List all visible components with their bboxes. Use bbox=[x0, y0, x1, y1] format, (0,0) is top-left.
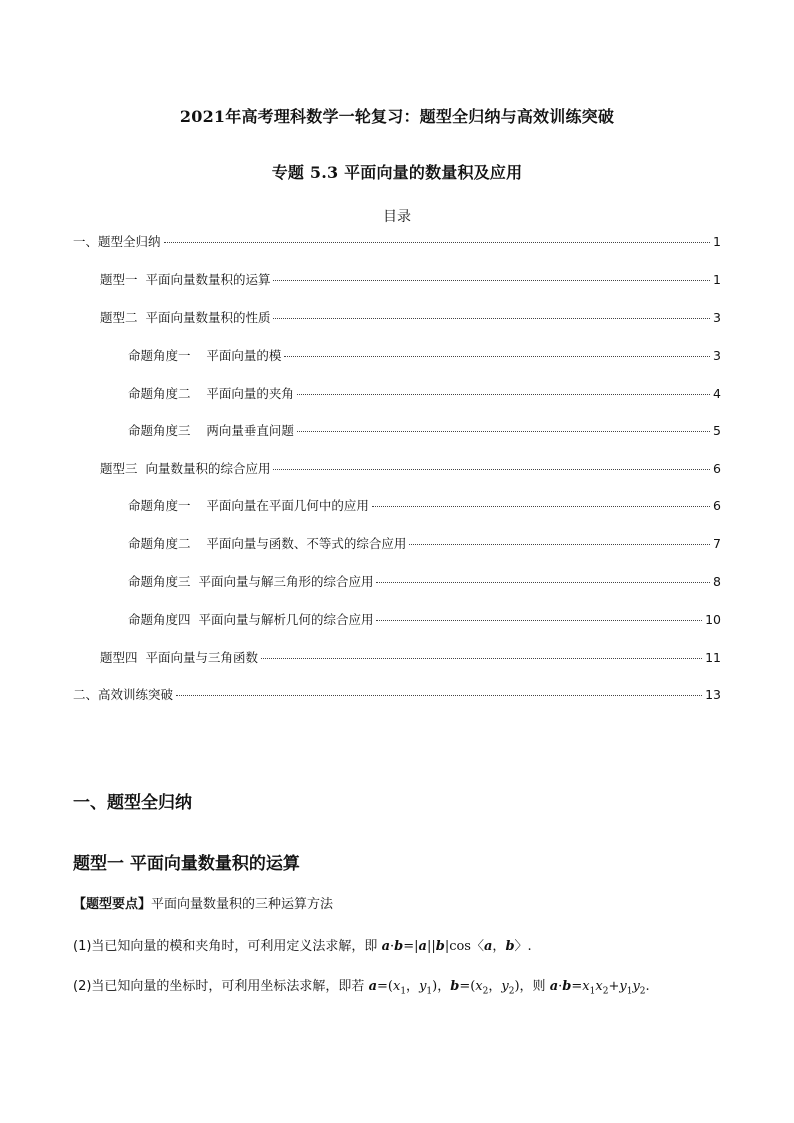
toc-entry-label: 命题角度二 平面向量与函数、不等式的综合应用 bbox=[128, 536, 407, 551]
toc-entry-page-number: 1 bbox=[713, 272, 721, 287]
toc-entry-label: 命题角度一 平面向量的模 bbox=[128, 348, 282, 363]
toc-entry-label: 题型二 平面向量数量积的性质 bbox=[100, 310, 271, 325]
toc-entry-label: 题型四 平面向量与三角函数 bbox=[100, 650, 258, 665]
toc-entry[interactable] bbox=[128, 421, 721, 441]
toc-entry-page-number: 3 bbox=[713, 348, 721, 363]
section-subheading: 题型一 平面向量数量积的运算 bbox=[73, 854, 300, 874]
toc-entry[interactable] bbox=[128, 610, 721, 630]
method-item-2 bbox=[73, 975, 733, 997]
toc-entry-page-number: 7 bbox=[713, 536, 721, 551]
method-item-1 bbox=[73, 935, 733, 954]
toc-dot-leader bbox=[273, 469, 710, 470]
toc-entry[interactable] bbox=[100, 648, 721, 668]
toc-dot-leader bbox=[297, 394, 710, 395]
toc-heading: 目录 bbox=[383, 209, 411, 225]
toc-dot-leader bbox=[284, 356, 710, 357]
toc-entry[interactable] bbox=[73, 685, 721, 705]
toc-entry-label: 二、高效训练突破 bbox=[73, 687, 174, 702]
toc-entry-page-number: 1 bbox=[713, 234, 721, 249]
method-item-2-formula: $a=(x_1$，$y_1$)，$b=(x_2$，$y_2$)，则 $a\cdot b=x_1x_2+y_1y_2$. bbox=[368, 979, 650, 997]
toc-entry-page-number: 6 bbox=[713, 461, 721, 476]
toc-entry-page-number: 5 bbox=[713, 423, 721, 438]
toc-dot-leader bbox=[409, 544, 710, 545]
toc-entry-page-number: 8 bbox=[713, 574, 721, 589]
method-item-1-text: (1)当已知向量的模和夹角时，可利用定义法求解，即 bbox=[73, 939, 382, 954]
toc-dot-leader bbox=[273, 318, 710, 319]
toc-dot-leader bbox=[372, 506, 710, 507]
toc-entry-page-number: 3 bbox=[713, 310, 721, 325]
toc-entry[interactable] bbox=[100, 270, 721, 290]
section-heading: 一、题型全归纳 bbox=[73, 793, 192, 813]
toc-entry-page-number: 10 bbox=[705, 612, 721, 627]
toc-entry-label: 命题角度二 平面向量的夹角 bbox=[128, 386, 294, 401]
toc-entry[interactable] bbox=[100, 308, 721, 328]
toc-entry-page-number: 13 bbox=[705, 687, 721, 702]
toc-entry[interactable] bbox=[128, 346, 721, 366]
toc-entry-page-number: 6 bbox=[713, 498, 721, 513]
toc-dot-leader bbox=[261, 658, 702, 659]
key-point-label: 【题型要点】 bbox=[73, 897, 152, 912]
toc-entry-label: 题型一 平面向量数量积的运算 bbox=[100, 272, 271, 287]
toc-entry[interactable] bbox=[73, 232, 721, 252]
document-title: 2021年高考理科数学一轮复习：题型全归纳与高效训练突破 bbox=[179, 107, 615, 126]
toc-dot-leader bbox=[176, 695, 702, 696]
method-item-2-text: (2)当已知向量的坐标时，可利用坐标法求解，即若 bbox=[73, 979, 369, 994]
toc-entry[interactable] bbox=[128, 496, 721, 516]
toc-entry-label: 一、题型全归纳 bbox=[73, 234, 161, 249]
toc-dot-leader bbox=[273, 280, 710, 281]
toc-dot-leader bbox=[297, 431, 710, 432]
toc-entry-label: 命题角度四 平面向量与解析几何的综合应用 bbox=[128, 612, 374, 627]
toc-dot-leader bbox=[376, 620, 702, 621]
toc-entry[interactable] bbox=[128, 534, 721, 554]
toc-entry[interactable] bbox=[100, 459, 721, 479]
toc-entry[interactable] bbox=[128, 384, 721, 404]
toc-entry-label: 命题角度三 平面向量与解三角形的综合应用 bbox=[128, 574, 374, 589]
toc-dot-leader bbox=[376, 582, 710, 583]
toc-entry-page-number: 4 bbox=[713, 386, 721, 401]
toc-entry-page-number: 11 bbox=[705, 650, 721, 665]
toc-entry-label: 题型三 向量数量积的综合应用 bbox=[100, 461, 271, 476]
key-point-text: 平面向量数量积的三种运算方法 bbox=[151, 897, 334, 912]
toc-entry-label: 命题角度一 平面向量在平面几何中的应用 bbox=[128, 498, 369, 513]
key-point-paragraph bbox=[73, 893, 733, 912]
toc-entry[interactable] bbox=[128, 572, 721, 592]
toc-dot-leader bbox=[164, 242, 710, 243]
document-subtitle: 专题 5.3 平面向量的数量积及应用 bbox=[271, 163, 523, 182]
method-item-1-formula: a·b=|a||b|cos〈a，b〉. bbox=[381, 939, 532, 954]
toc-entry-label: 命题角度三 两向量垂直问题 bbox=[128, 423, 294, 438]
